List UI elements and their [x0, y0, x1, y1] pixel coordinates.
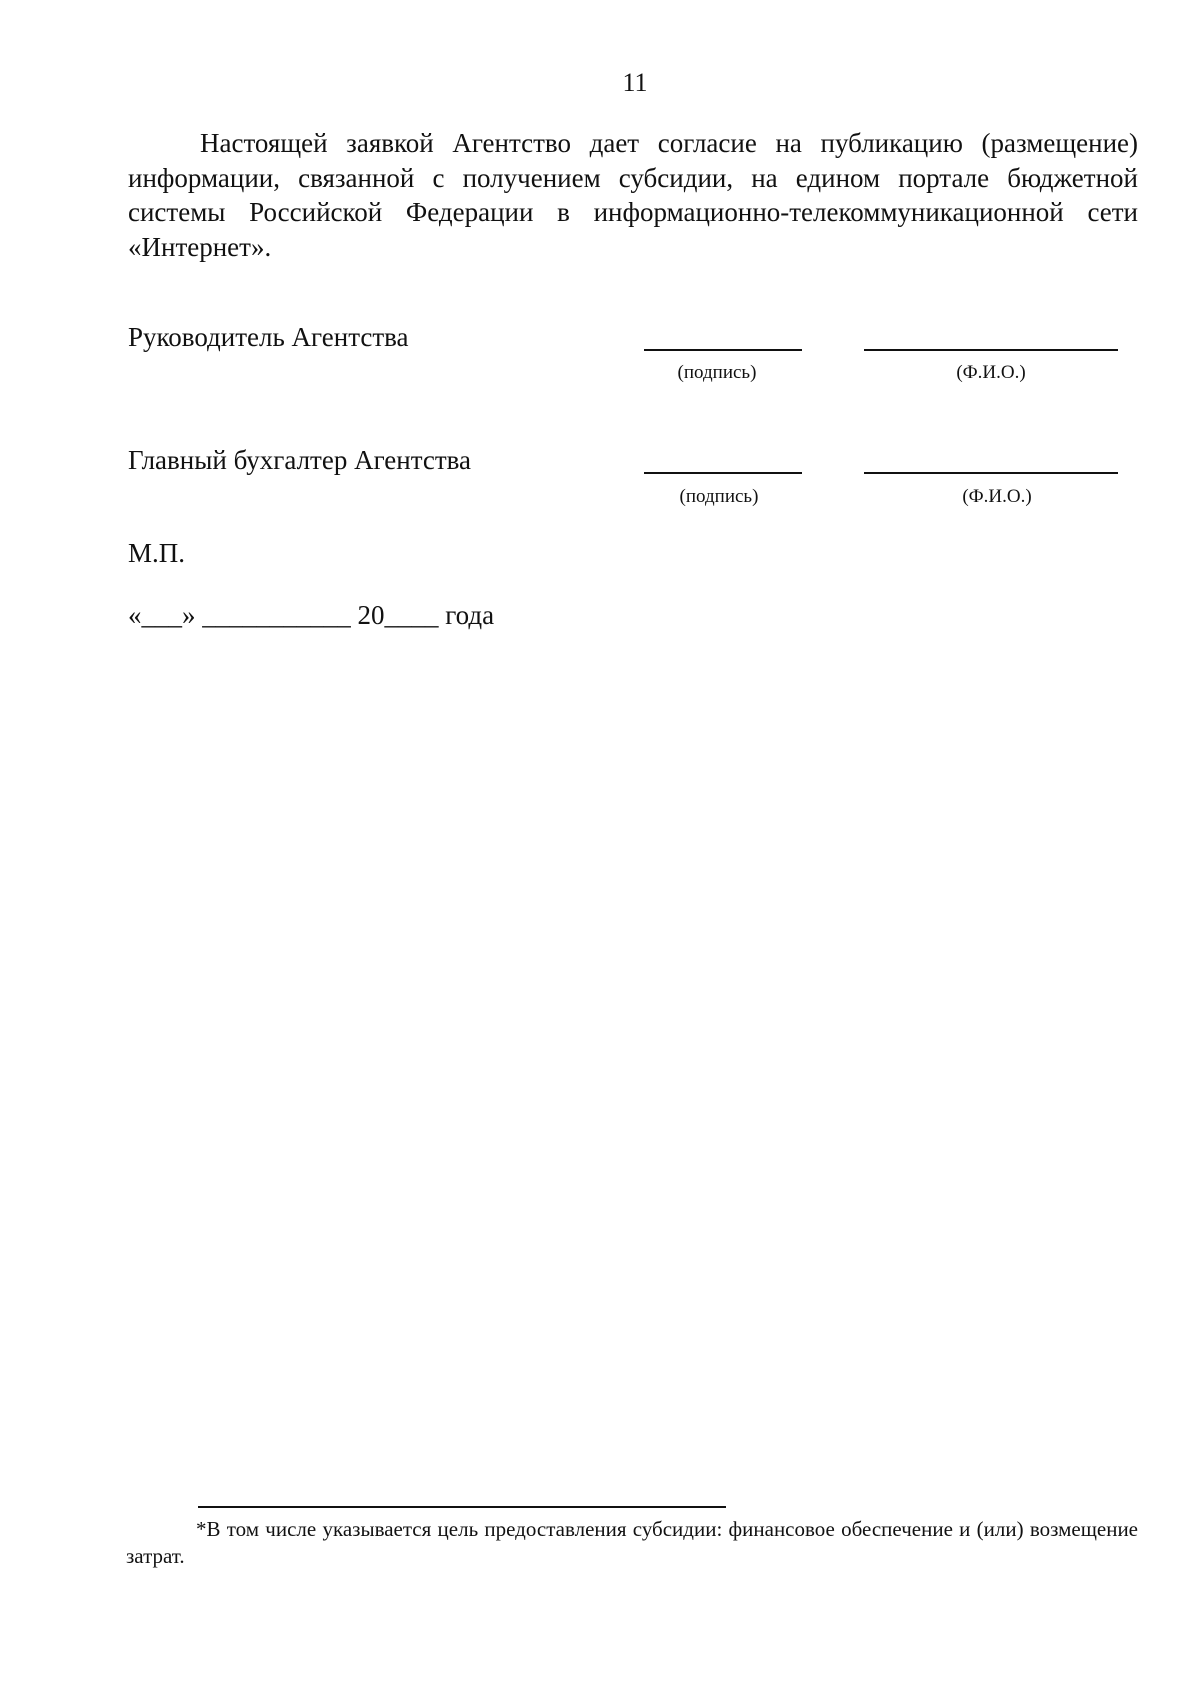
head-signature-line — [644, 349, 802, 351]
head-signature-caption: (подпись) — [677, 362, 757, 383]
stamp-mark: М.П. — [128, 538, 186, 568]
consent-paragraph: Настоящей заявкой Агентство дает согласие на публикацию (размещение) информации, связанной с получением субсидии, на едином портале бюджетной системы Российской Федерации в информационно-телекоммуникационной сети «Интернет». — [128, 128, 1138, 262]
head-name-caption: (Ф.И.О.) — [956, 362, 1026, 383]
head-name-line — [864, 349, 1118, 351]
accountant-role-label: Главный бухгалтер Агентства — [128, 445, 472, 475]
accountant-signature-line — [644, 472, 802, 474]
page-number: 11 — [622, 68, 648, 97]
footnote-text: *В том числе указывается цель предоставления субсидии: финансовое обеспечение и (или) возмещение затрат. — [126, 1517, 1138, 1568]
footnote-divider — [198, 1506, 726, 1508]
accountant-name-caption: (Ф.И.О.) — [962, 486, 1032, 507]
date-line: «___» ___________ 20____ года — [128, 600, 495, 630]
accountant-name-line — [864, 472, 1118, 474]
accountant-signature-caption: (подпись) — [679, 486, 759, 507]
head-role-label: Руководитель Агентства — [128, 322, 409, 352]
